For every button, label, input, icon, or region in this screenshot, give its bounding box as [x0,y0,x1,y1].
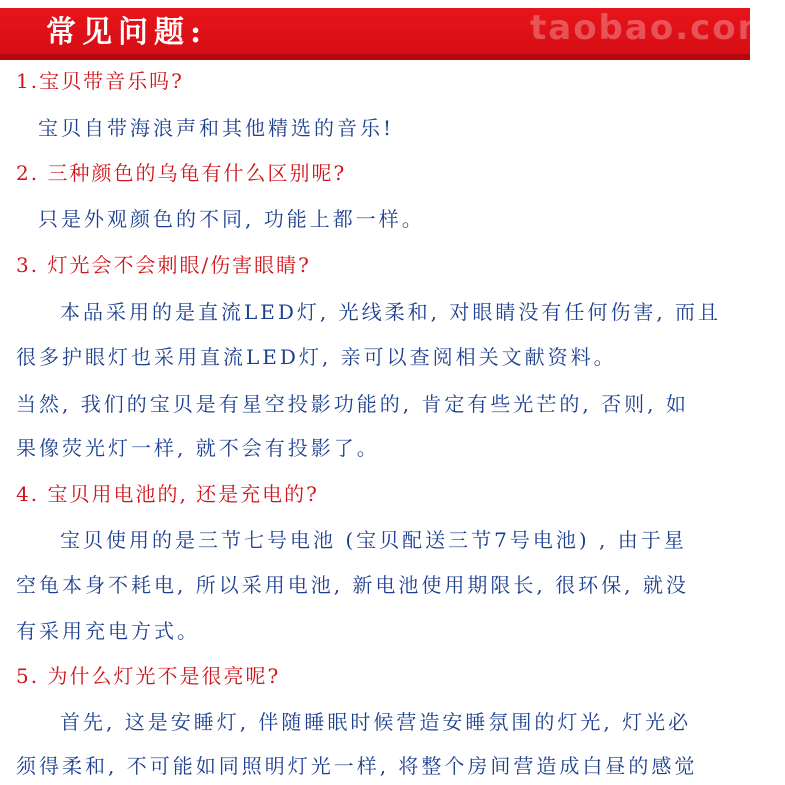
faq-question-5: 5. 为什么灯光不是很亮呢? [16,664,281,688]
faq-question-3: 3. 灯光会不会刺眼/伤害眼睛? [16,253,311,277]
faq-answer-5-line-2: 须得柔和, 不可能如同照明灯光一样, 将整个房间营造成白昼的感觉 [16,754,698,778]
faq-question-2: 2. 三种颜色的乌龟有什么区别呢? [16,161,347,185]
faq-answer-3-line-1: 本品采用的是直流LED灯, 光线柔和, 对眼睛没有任何伤害, 而且 [60,300,722,324]
faq-answer-1-line-1: 宝贝自带海浪声和其他精选的音乐! [38,116,395,140]
faq-question-1: 1.宝贝带音乐吗? [16,69,184,93]
faq-question-4: 4. 宝贝用电池的, 还是充电的? [16,482,319,506]
watermark: taobao.com [530,8,776,48]
banner-stripe [0,54,750,60]
faq-answer-2-line-1: 只是外观颜色的不同, 功能上都一样。 [38,207,425,231]
faq-answer-3-line-2: 很多护眼灯也采用直流LED灯, 亲可以查阅相关文献资料。 [16,345,617,369]
page-title: 常见问题: [46,15,208,50]
faq-answer-3-line-4: 果像荧光灯一样, 就不会有投影了。 [16,436,380,460]
faq-answer-3-line-3: 当然, 我们的宝贝是有星空投影功能的, 肯定有些光芒的, 否则, 如 [16,392,689,416]
faq-answer-5-line-1: 首先, 这是安睡灯, 伴随睡眠时候营造安睡氛围的灯光, 灯光必 [60,710,692,734]
faq-answer-4-line-1: 宝贝使用的是三节七号电池 (宝贝配送三节7号电池) , 由于星 [60,528,687,552]
faq-answer-4-line-2: 空龟本身不耗电, 所以采用电池, 新电池使用期限长, 很环保, 就没 [16,573,689,597]
faq-answer-4-line-3: 有采用充电方式。 [16,619,200,643]
